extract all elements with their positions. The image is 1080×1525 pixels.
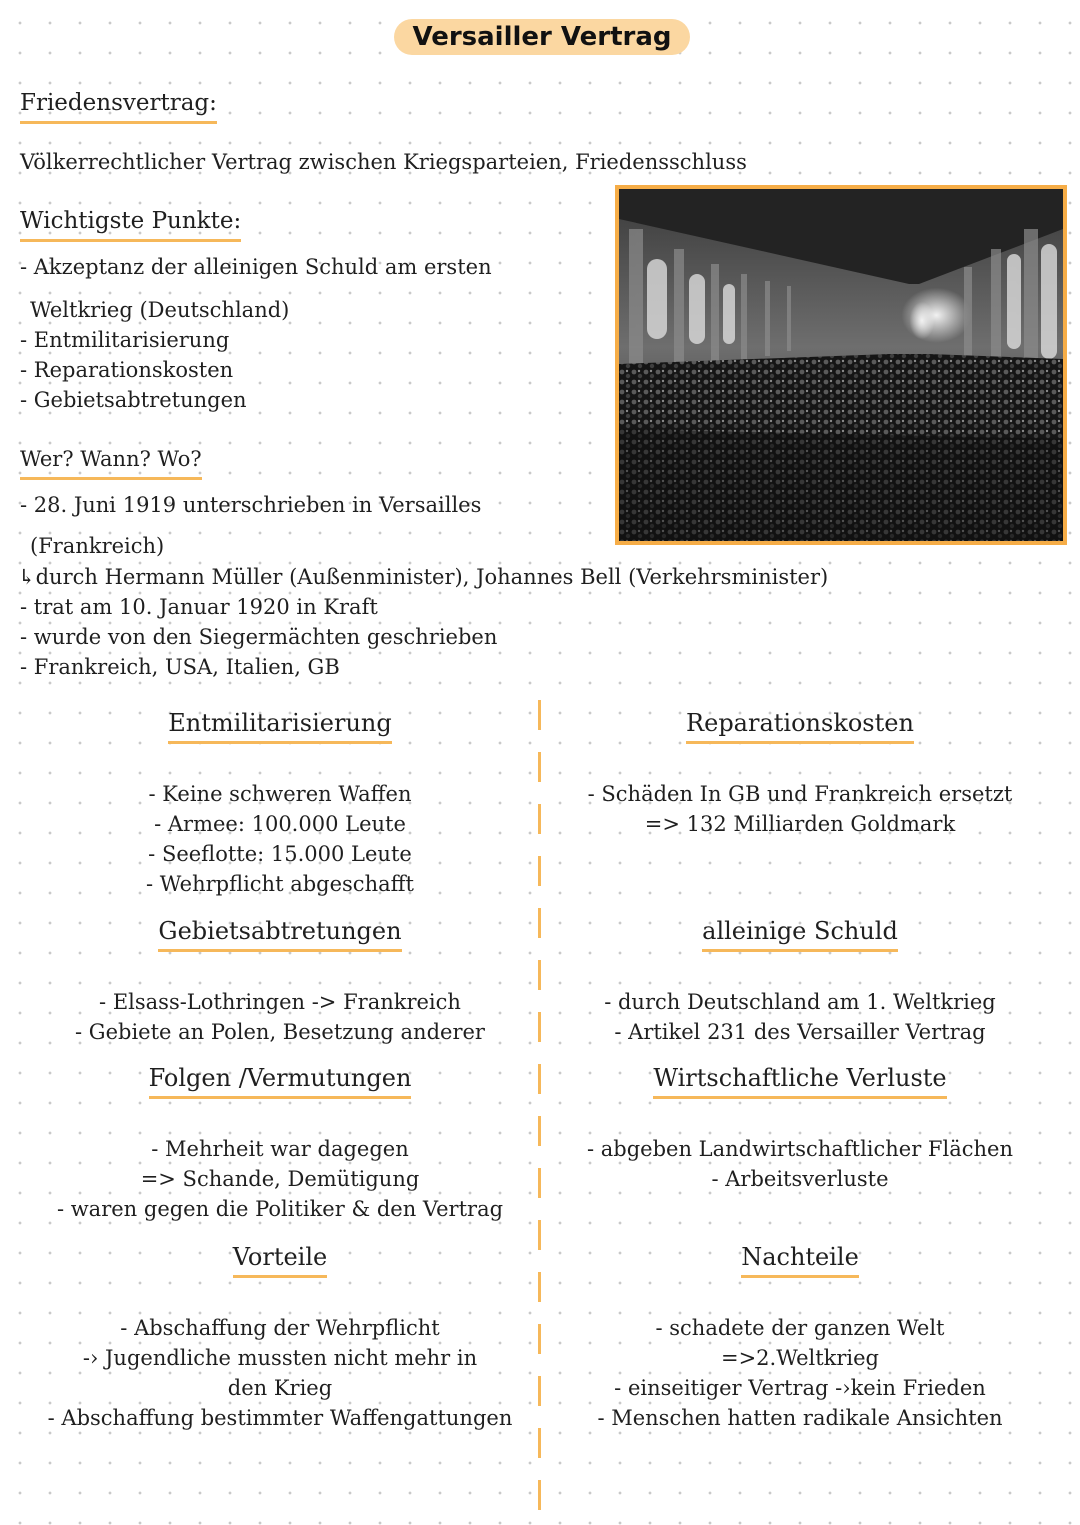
points-line: - Akzeptanz der alleinigen Schuld am ersten: [20, 255, 492, 279]
points-heading: Wichtigste Punkte:: [20, 206, 241, 242]
section-line: - einseitiger Vertrag -›kein Frieden: [614, 1376, 986, 1400]
section-schuld: [540, 916, 1060, 1047]
who-line: - trat am 10. Januar 1920 in Kraft: [20, 595, 378, 619]
section-line: den Krieg: [227, 1376, 333, 1400]
points-line: - Reparationskosten: [20, 358, 234, 382]
section-line: =>2.Weltkrieg: [720, 1346, 880, 1370]
section-line: -› Jugendliche mussten nicht mehr in: [82, 1346, 478, 1370]
section-line: - Armee: 100.000 Leute: [154, 812, 406, 836]
who-line: - 28. Juni 1919 unterschrieben in Versailles: [20, 493, 482, 517]
section-line: - Artikel 231 des Versailler Vertrag: [614, 1020, 986, 1044]
section-line: - Gebiete an Polen, Besetzung anderer: [75, 1020, 485, 1044]
section-heading: Gebietsabtretungen: [158, 916, 401, 952]
section-line: - schadete der ganzen Welt: [655, 1316, 945, 1340]
section-entmilitarisierung: [20, 708, 540, 899]
section-gebietsabtretungen: [20, 916, 540, 1047]
section-heading: Nachteile: [741, 1242, 859, 1278]
section-line: - Abschaffung der Wehrpflicht: [120, 1316, 440, 1340]
section-line: - durch Deutschland am 1. Weltkrieg: [604, 990, 996, 1014]
section-heading: Entmilitarisierung: [168, 708, 391, 744]
hall-of-mirrors-photo: [615, 185, 1067, 545]
section-heading: Vorteile: [233, 1242, 327, 1278]
who-heading: Wer? Wann? Wo?: [20, 444, 202, 480]
section-line: - Abschaffung bestimmter Waffengattungen: [47, 1406, 513, 1430]
section-line: - Arbeitsverluste: [711, 1167, 889, 1191]
section-line: - Wehrpflicht abgeschafft: [146, 872, 414, 896]
section-nachteile: [540, 1242, 1060, 1433]
points-line: Weltkrieg (Deutschland): [30, 298, 290, 322]
section-line: => 132 Milliarden Goldmark: [644, 812, 956, 836]
section-heading: alleinige Schuld: [702, 916, 898, 952]
section-heading: Wirtschaftliche Verluste: [653, 1063, 946, 1099]
section-line: - waren gegen die Politiker & den Vertrag: [56, 1197, 504, 1221]
points-section: [20, 206, 241, 242]
section-line: - Keine schweren Waffen: [148, 782, 412, 806]
section-reparationskosten: [540, 708, 1060, 839]
points-line: - Gebietsabtretungen: [20, 388, 247, 412]
section-folgen: [20, 1063, 540, 1224]
section-line: - abgeben Landwirtschaftlicher Flächen: [587, 1137, 1013, 1161]
section-line: - Schäden In GB und Frankreich ersetzt: [587, 782, 1013, 806]
intro-heading: Friedensvertrag:: [20, 88, 217, 124]
section-line: - Mehrheit war dagegen: [151, 1137, 409, 1161]
points-line: - Entmilitarisierung: [20, 328, 230, 352]
section-heading: Folgen /Vermutungen: [149, 1063, 412, 1099]
section-line: - Seeflotte: 15.000 Leute: [148, 842, 412, 866]
who-line: - Frankreich, USA, Italien, GB: [20, 655, 340, 679]
section-line: - Elsass-Lothringen -> Frankreich: [99, 990, 461, 1014]
who-line: (Frankreich): [30, 534, 165, 558]
section-vorteile: [20, 1242, 540, 1433]
intro-text: Völkerrechtlicher Vertrag zwischen Kriegsparteien, Friedensschluss: [20, 150, 747, 174]
section-wirtschaft: [540, 1063, 1060, 1194]
who-line: ↳durch Hermann Müller (Außenminister), Johannes Bell (Verkehrsminister): [18, 565, 829, 589]
section-line: => Schande, Demütigung: [140, 1167, 420, 1191]
photo-illustration: [619, 189, 1063, 541]
section-heading: Reparationskosten: [686, 708, 914, 744]
intro-section: [20, 88, 217, 124]
section-line: - Menschen hatten radikale Ansichten: [597, 1406, 1003, 1430]
who-section: [20, 444, 202, 480]
page-title: Versailler Vertrag: [394, 19, 690, 55]
who-line: - wurde von den Siegermächten geschrieben: [20, 625, 498, 649]
